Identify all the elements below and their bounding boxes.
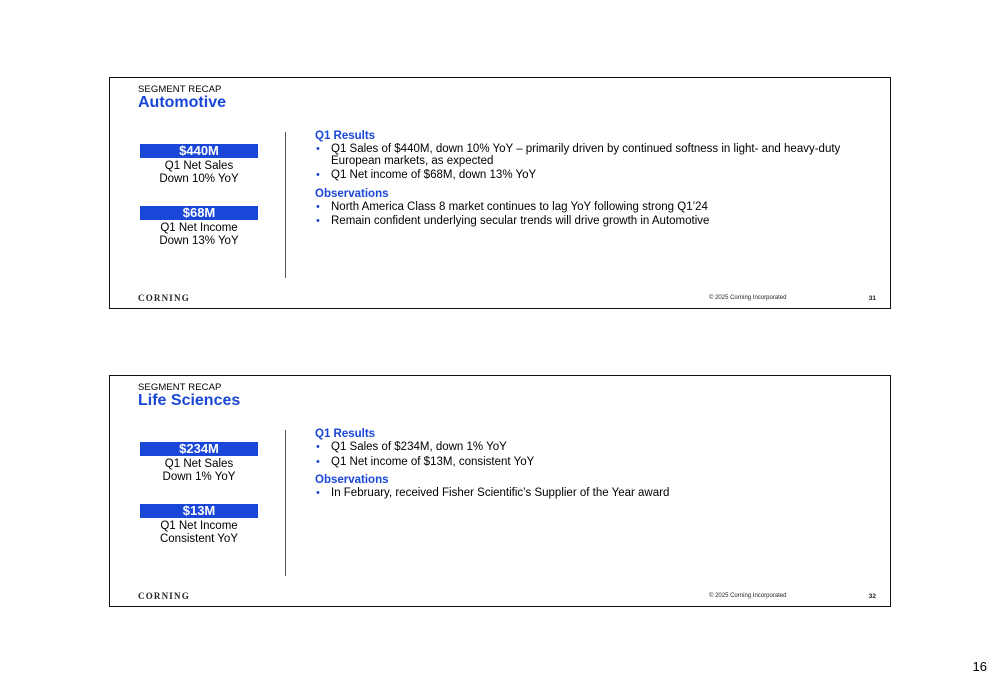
slide-life-sciences [109, 375, 891, 607]
bullet-dot-icon: • [316, 487, 320, 499]
observations-list [315, 488, 880, 500]
metric-label: Q1 Net Income [160, 520, 238, 532]
vertical-divider [285, 132, 286, 278]
slide-kicker: SEGMENT RECAP [138, 382, 222, 393]
bullet-dot-icon: • [316, 200, 320, 213]
metric-label: Q1 Net Sales [164, 458, 234, 470]
bullet-dot-icon: • [316, 455, 320, 468]
metric-value-badge: $234M [140, 442, 258, 456]
results-list [315, 144, 880, 182]
slide-page-number: 32 [868, 593, 876, 600]
metric-value-badge: $440M [140, 144, 258, 158]
slide-content [315, 428, 880, 503]
slide-title: Life Sciences [138, 392, 241, 409]
slide-page-number: 31 [868, 295, 876, 302]
results-heading: Q1 Results [315, 428, 376, 440]
metric-net-sales [140, 144, 258, 185]
list-item: • Q1 Net income of $68M, down 13% YoY [316, 169, 537, 181]
metric-net-sales [140, 442, 258, 483]
metric-change: Consistent YoY [159, 532, 238, 545]
slide-kicker: SEGMENT RECAP [138, 84, 222, 95]
observations-heading: Observations [315, 187, 389, 200]
bullet-dot-icon: • [316, 215, 320, 227]
metric-change: Down 1% YoY [162, 470, 236, 483]
bullet-dot-icon: • [316, 169, 320, 181]
slide-automotive [109, 77, 891, 309]
results-heading: Q1 Results [315, 130, 376, 142]
metric-value-badge: $13M [140, 504, 258, 518]
list-item: • In February, received Fisher Scientific’s Supplier of the Year award [316, 487, 670, 499]
list-item: • Q1 Net income of $13M, consistent YoY [316, 455, 535, 468]
bullet-dot-icon: • [316, 441, 320, 453]
observations-heading: Observations [315, 474, 389, 486]
metric-net-income [140, 504, 258, 545]
vertical-divider [285, 430, 286, 576]
copyright: © 2025 Corning Incorporated [709, 295, 787, 301]
results-list [315, 442, 880, 468]
slide-title: Automotive [138, 94, 226, 111]
metric-label: Q1 Net Income [160, 222, 238, 234]
metric-net-income [140, 206, 258, 247]
metric-value-badge: $68M [140, 206, 258, 220]
corning-logo: CORNING [138, 293, 190, 303]
slide-content [315, 130, 880, 231]
metric-change: Down 13% YoY [159, 234, 239, 247]
list-item: • Q1 Sales of $234M, down 1% YoY [316, 441, 507, 453]
metric-label: Q1 Net Sales [164, 160, 234, 172]
bullet-dot-icon: • [316, 143, 320, 155]
corning-logo: CORNING [138, 591, 190, 601]
metric-change: Down 10% YoY [159, 172, 239, 185]
observations-list [315, 202, 880, 228]
document-page-number: 16 [972, 659, 987, 674]
copyright: © 2025 Corning Incorporated [709, 593, 787, 599]
list-item: • Remain confident underlying secular trends will drive growth in Automotive [316, 215, 710, 227]
list-item: • North America Class 8 market continues to lag YoY following strong Q1’24 [316, 200, 708, 213]
list-item: • Q1 Sales of $440M, down 10% YoY – primarily driven by continued softness in light- and heavy-duty European markets, as expected [316, 143, 841, 167]
